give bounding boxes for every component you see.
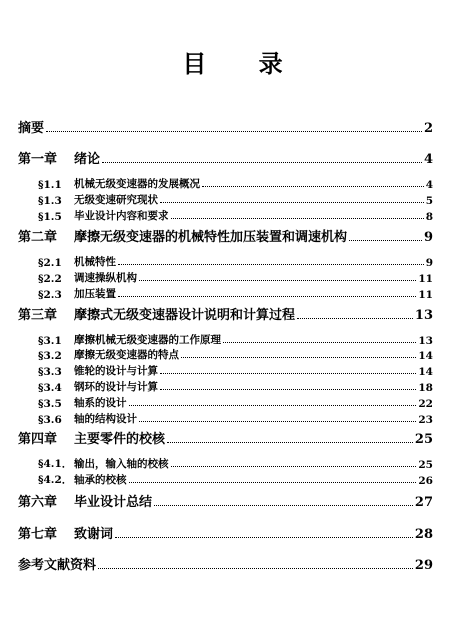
toc-entry[interactable] bbox=[0, 307, 465, 323]
toc-entry-page: 18 bbox=[418, 382, 433, 394]
toc-entry-label: 致谢词 bbox=[74, 527, 114, 542]
toc-leader-dots bbox=[181, 356, 416, 358]
toc-entry-label: 钢环的设计与计算 bbox=[74, 381, 158, 393]
toc-entry[interactable] bbox=[0, 191, 465, 207]
toc-entry-number: §2.2 bbox=[38, 273, 62, 285]
toc-leader-dots bbox=[118, 263, 424, 265]
toc-entry[interactable] bbox=[0, 120, 465, 136]
toc-entry-label: 毕业设计总结 bbox=[74, 495, 153, 510]
toc-entry-page: 14 bbox=[418, 350, 433, 362]
toc-leader-dots bbox=[223, 341, 416, 343]
toc-entry-page: 4 bbox=[425, 179, 433, 191]
toc-entry[interactable] bbox=[0, 175, 465, 191]
toc-entry-label: 摩擦式无级变速器设计说明和计算过程 bbox=[74, 308, 296, 323]
toc-leader-dots bbox=[129, 404, 417, 406]
toc-leader-dots bbox=[202, 185, 424, 187]
toc-entry-page: 9 bbox=[423, 230, 433, 245]
toc-entry[interactable] bbox=[0, 269, 465, 285]
toc-entry-label: 毕业设计内容和要求 bbox=[74, 210, 169, 222]
toc-entry-number: §3.4 bbox=[38, 382, 62, 394]
toc-entry-number: §3.3 bbox=[38, 366, 62, 378]
toc-entry-number: §1.3 bbox=[38, 195, 62, 207]
toc-entry-page: 5 bbox=[425, 195, 433, 207]
toc-entry-label: 轴承的校核 bbox=[74, 474, 127, 486]
toc-entry-label: 机械特性 bbox=[74, 256, 116, 268]
toc-entry-number: §4.2． bbox=[38, 474, 73, 486]
toc-entry-page: 14 bbox=[418, 366, 433, 378]
toc-leader-dots bbox=[139, 420, 416, 422]
toc-entry-label: 轴的结构设计 bbox=[74, 413, 137, 425]
toc-leader-dots bbox=[46, 130, 422, 132]
toc-leader-dots bbox=[297, 317, 413, 319]
toc-entry-number: §4.1． bbox=[38, 458, 73, 470]
toc-entry-number: §2.3 bbox=[38, 289, 62, 301]
toc-entry[interactable] bbox=[0, 378, 465, 394]
toc-entry[interactable] bbox=[0, 346, 465, 362]
toc-entry-label: 输出，输入轴的校核 bbox=[74, 458, 169, 470]
toc-entry-page: 23 bbox=[418, 414, 433, 426]
toc-leader-dots bbox=[154, 504, 413, 506]
toc-entry-number: 第四章 bbox=[18, 432, 58, 447]
toc-entry-page: 29 bbox=[414, 558, 433, 573]
toc-entry[interactable] bbox=[0, 362, 465, 378]
toc-entry[interactable] bbox=[0, 229, 465, 245]
toc-entry-label: 机械无级变速器的发展概况 bbox=[74, 178, 200, 190]
toc-entry[interactable] bbox=[0, 431, 465, 447]
toc-leader-dots bbox=[118, 295, 416, 297]
toc-entry[interactable] bbox=[0, 455, 465, 471]
toc-entry-number: §1.1 bbox=[38, 179, 62, 191]
toc-entry-number: §3.5 bbox=[38, 398, 62, 410]
toc-entry-label: 摩擦机械无级变速器的工作原理 bbox=[74, 334, 221, 346]
toc-entry-number: §2.1 bbox=[38, 257, 62, 269]
toc-entry[interactable] bbox=[0, 394, 465, 410]
toc-entry[interactable] bbox=[0, 494, 465, 510]
toc-entry-label: 锥轮的设计与计算 bbox=[74, 365, 158, 377]
toc-leader-dots bbox=[171, 217, 424, 219]
toc-entry-label: 摩擦无级变速器的机械特性加压装置和调速机构 bbox=[74, 230, 348, 245]
toc-leader-dots bbox=[160, 372, 416, 374]
toc-entry-page: 22 bbox=[418, 398, 433, 410]
toc-leader-dots bbox=[115, 536, 413, 538]
toc-entry-label: 调速操纵机构 bbox=[74, 272, 137, 284]
toc-entry-label: 参考文献资料 bbox=[18, 558, 97, 573]
toc-entry-number: 第六章 bbox=[18, 495, 58, 510]
toc-entry-label: 无级变速研究现状 bbox=[74, 194, 158, 206]
toc-entry[interactable] bbox=[0, 526, 465, 542]
toc-entry-page: 11 bbox=[418, 273, 433, 285]
toc-entry-page: 13 bbox=[418, 335, 433, 347]
toc-entry-label: 加压装置 bbox=[74, 288, 116, 300]
toc-entry[interactable] bbox=[0, 207, 465, 223]
toc-leader-dots bbox=[349, 239, 422, 241]
toc-leader-dots bbox=[102, 161, 422, 163]
toc-entry-number: 第二章 bbox=[18, 230, 58, 245]
toc-entry-page: 9 bbox=[425, 257, 433, 269]
toc-entry-page: 25 bbox=[414, 432, 433, 447]
toc-leader-dots bbox=[139, 279, 416, 281]
toc-entry-page: 13 bbox=[414, 308, 433, 323]
toc-entry-page: 27 bbox=[414, 495, 433, 510]
toc-entry-page: 25 bbox=[418, 459, 433, 471]
toc-entry-page: 2 bbox=[423, 121, 433, 136]
toc-entry-number: §3.6 bbox=[38, 414, 62, 426]
toc-entry-page: 28 bbox=[414, 527, 433, 542]
toc-entry[interactable] bbox=[0, 151, 465, 167]
toc-entry-number: 第一章 bbox=[18, 152, 58, 167]
toc-leader-dots bbox=[160, 388, 416, 390]
toc-entry-page: 8 bbox=[425, 211, 433, 223]
toc-entry[interactable] bbox=[0, 331, 465, 347]
toc-entry-number: 第七章 bbox=[18, 527, 58, 542]
toc-entry-label: 绪论 bbox=[74, 152, 101, 167]
toc-entry-number: §3.1 bbox=[38, 335, 62, 347]
toc-entry[interactable] bbox=[0, 410, 465, 426]
toc-entry-page: 26 bbox=[418, 475, 433, 487]
toc-entry-page: 11 bbox=[418, 289, 433, 301]
toc-leader-dots bbox=[171, 465, 417, 467]
toc-entry-label: 主要零件的校核 bbox=[74, 432, 166, 447]
toc-leader-dots bbox=[129, 481, 417, 483]
toc-entry-label: 摩擦无级变速器的特点 bbox=[74, 349, 179, 361]
toc-title: 目 录 bbox=[182, 49, 305, 78]
toc-entry[interactable] bbox=[0, 285, 465, 301]
toc-leader-dots bbox=[160, 201, 424, 203]
toc-entry-label: 摘要 bbox=[18, 121, 45, 136]
toc-entry[interactable] bbox=[0, 471, 465, 487]
toc-entry-number: §1.5 bbox=[38, 211, 62, 223]
toc-entry-page: 4 bbox=[423, 152, 433, 167]
toc-leader-dots bbox=[98, 567, 413, 569]
toc-entry[interactable] bbox=[0, 557, 465, 573]
toc-entry-label: 轴系的设计 bbox=[74, 397, 127, 409]
toc-entry-number: 第三章 bbox=[18, 308, 58, 323]
toc-leader-dots bbox=[167, 441, 413, 443]
toc-entry[interactable] bbox=[0, 253, 465, 269]
toc-entry-number: §3.2 bbox=[38, 350, 62, 362]
